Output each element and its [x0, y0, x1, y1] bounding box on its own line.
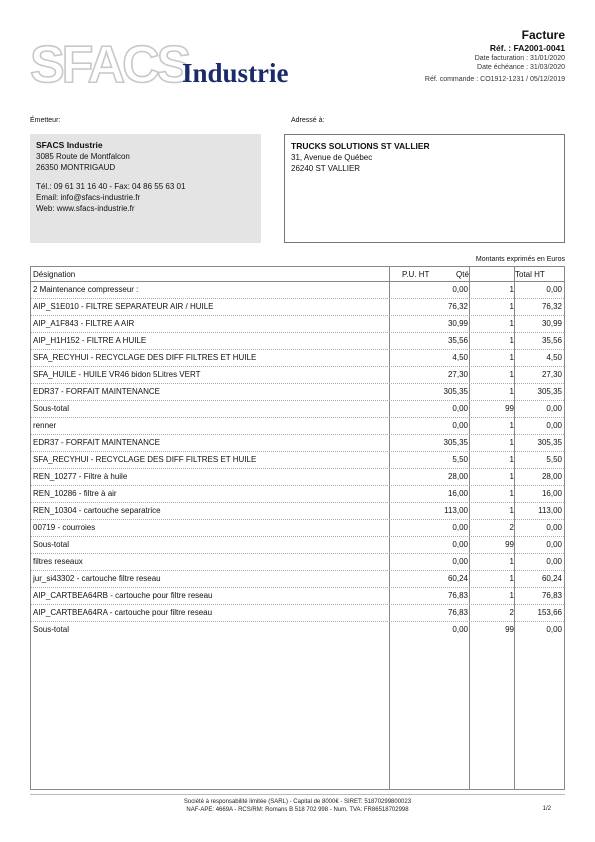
cell-pu: 0,00 [452, 404, 468, 413]
cell-qte: 1 [509, 489, 514, 498]
cell-qte: 2 [509, 608, 514, 617]
cell-total: 0,00 [546, 285, 562, 294]
cell-pu: 0,00 [452, 523, 468, 532]
cell-designation: REN_10286 - filtre à air [33, 489, 117, 498]
invoice-table [30, 266, 565, 790]
table-row [31, 299, 564, 316]
cell-designation: REN_10304 - cartouche separatrice [33, 506, 161, 515]
table-row [31, 418, 564, 435]
cell-pu: 28,00 [447, 472, 468, 481]
cell-pu: 0,00 [452, 625, 468, 634]
destinataire-address1: 31, Avenue de Québec [291, 153, 373, 162]
cell-qte: 1 [509, 285, 514, 294]
table-row [31, 452, 564, 469]
table-row [31, 384, 564, 401]
table-row [31, 435, 564, 452]
cell-pu: 76,83 [447, 591, 468, 600]
table-row [31, 469, 564, 486]
table-row [31, 486, 564, 503]
cell-total: 5,50 [546, 455, 562, 464]
cell-pu: 0,00 [452, 540, 468, 549]
emetteur-address2: 26350 MONTRIGAUD [36, 163, 116, 172]
cell-pu: 5,50 [452, 455, 468, 464]
logo-mark: SFACS [30, 36, 189, 90]
cell-total: 27,30 [541, 370, 562, 379]
header-qte: Qté [456, 270, 469, 279]
cell-qte: 1 [509, 319, 514, 328]
cell-pu: 4,50 [452, 353, 468, 362]
cell-designation: EDR37 - FORFAIT MAINTENANCE [33, 438, 160, 447]
cell-designation: AIP_S1E010 - FILTRE SEPARATEUR AIR / HUILE [33, 302, 214, 311]
cell-total: 60,24 [541, 574, 562, 583]
cell-qte: 2 [509, 523, 514, 532]
cell-pu: 0,00 [452, 557, 468, 566]
cell-qte: 99 [505, 404, 514, 413]
cell-designation: Sous-total [33, 404, 70, 413]
table-row [31, 588, 564, 605]
cell-total: 4,50 [546, 353, 562, 362]
cell-total: 0,00 [546, 540, 562, 549]
cell-pu: 27,30 [447, 370, 468, 379]
cell-pu: 76,32 [447, 302, 468, 311]
invoice-header [305, 28, 565, 84]
cell-designation: REN_10277 - Filtre à huile [33, 472, 128, 481]
destinataire-label: Adressé à: [291, 117, 325, 124]
cell-designation: renner [33, 421, 57, 430]
cell-qte: 1 [509, 574, 514, 583]
cell-qte: 1 [509, 370, 514, 379]
table-row [31, 605, 564, 622]
cell-total: 153,66 [537, 608, 562, 617]
destinataire-address2: 26240 ST VALLIER [291, 164, 361, 173]
cell-designation: 2 Maintenance compresseur : [33, 285, 139, 294]
emetteur-address1: 3085 Route de Montfalcon [36, 152, 130, 161]
emetteur-phone: Tél.: 09 61 31 16 40 - Fax: 04 86 55 63 01 [36, 182, 186, 191]
cell-pu: 60,24 [447, 574, 468, 583]
footer [0, 798, 595, 814]
cell-qte: 1 [509, 336, 514, 345]
cell-total: 35,56 [541, 336, 562, 345]
cell-qte: 1 [509, 472, 514, 481]
cell-designation: SFA_HUILE - HUILE VR46 bidon 5Litres VERT [33, 370, 201, 379]
cell-qte: 1 [509, 557, 514, 566]
header-total: Total HT [515, 270, 545, 279]
table-body [31, 282, 564, 639]
header-pu: P.U. HT [402, 270, 430, 279]
cell-designation: EDR37 - FORFAIT MAINTENANCE [33, 387, 160, 396]
table-row [31, 282, 564, 299]
table-row [31, 503, 564, 520]
header-designation: Désignation [33, 270, 76, 279]
table-row [31, 333, 564, 350]
footer-legal-line1: Société à responsabilité limitée (SARL) - Capital de 8000€ - SIRET: 51870299800023 [183, 799, 412, 805]
cell-designation: filtres reseaux [33, 557, 83, 566]
cell-total: 76,83 [541, 591, 562, 600]
logo-word: Industrie [182, 58, 289, 88]
cell-pu: 0,00 [452, 285, 468, 294]
cell-qte: 1 [509, 438, 514, 447]
invoice-ref: Réf. : FA2001-0041 [489, 43, 565, 53]
cell-qte: 1 [509, 421, 514, 430]
cell-qte: 1 [509, 506, 514, 515]
cell-qte: 1 [509, 353, 514, 362]
table-row [31, 401, 564, 418]
cell-total: 16,00 [541, 489, 562, 498]
destinataire-name: TRUCKS SOLUTIONS ST VALLIER [291, 141, 430, 151]
cell-designation: AIP_A1F843 - FILTRE A AIR [33, 319, 135, 328]
cell-total: 0,00 [546, 625, 562, 634]
cell-pu: 76,83 [447, 608, 468, 617]
invoice-title: Facture [521, 28, 565, 42]
table-row [31, 571, 564, 588]
emetteur-web: Web: www.sfacs-industrie.fr [36, 204, 135, 213]
cell-total: 113,00 [538, 506, 562, 515]
cell-designation: SFA_RECYHUI - RECYCLAGE DES DIFF FILTRES ET HUILE [33, 455, 257, 464]
cell-designation: Sous-total [33, 625, 70, 634]
cell-total: 0,00 [546, 557, 562, 566]
cell-total: 0,00 [546, 404, 562, 413]
cell-qte: 1 [509, 591, 514, 600]
destinataire-box [284, 134, 565, 243]
cell-pu: 305,35 [443, 387, 468, 396]
cell-total: 305,35 [537, 438, 562, 447]
cell-pu: 305,35 [443, 438, 468, 447]
cell-qte: 1 [509, 387, 514, 396]
cell-pu: 16,00 [447, 489, 468, 498]
cell-qte: 1 [509, 302, 514, 311]
cell-pu: 35,56 [447, 336, 468, 345]
table-row [31, 350, 564, 367]
cell-designation: AIP_H1H152 - FILTRE A HUILE [33, 336, 147, 345]
cell-pu: 113,00 [444, 506, 468, 515]
page-number: 1/2 [542, 806, 551, 812]
cell-total: 0,00 [546, 421, 562, 430]
footer-legal-line2: NAF-APE: 4669A - RCS/RM: Romans B 518 702 998 - Num. TVA: FR86518702998 [186, 807, 409, 813]
ref-commande: Réf. commande : CO1912-1231 / 05/12/2019 [424, 76, 565, 83]
cell-designation: 00719 - courroies [33, 523, 96, 532]
table-header [31, 267, 564, 282]
date-facturation: Date facturation : 31/01/2020 [474, 55, 565, 62]
emetteur-email: Email: info@sfacs-industrie.fr [36, 193, 141, 202]
cell-qte: 99 [505, 625, 514, 634]
table-row [31, 316, 564, 333]
company-logo [30, 34, 320, 90]
cell-pu: 0,00 [452, 421, 468, 430]
table-row [31, 520, 564, 537]
table-row [31, 367, 564, 384]
cell-designation: AIP_CARTBEA64RA - cartouche pour filtre reseau [33, 608, 213, 617]
footer-divider [30, 794, 565, 795]
cell-designation: AIP_CARTBEA64RB - cartouche pour filtre reseau [33, 591, 213, 600]
cell-total: 76,32 [541, 302, 562, 311]
cell-designation: jur_si43302 - cartouche filtre reseau [33, 574, 161, 583]
cell-pu: 30,99 [447, 319, 468, 328]
emetteur-label: Émetteur: [30, 117, 61, 124]
date-echeance: Date échéance : 31/03/2020 [477, 64, 565, 71]
table-row [31, 622, 564, 639]
table-row [31, 537, 564, 554]
cell-total: 0,00 [546, 523, 562, 532]
currency-note: Montants exprimés en Euros [475, 256, 565, 263]
cell-total: 30,99 [541, 319, 562, 328]
cell-qte: 99 [505, 540, 514, 549]
emetteur-name: SFACS Industrie [36, 140, 103, 150]
cell-designation: SFA_RECYHUI - RECYCLAGE DES DIFF FILTRES ET HUILE [33, 353, 257, 362]
cell-qte: 1 [509, 455, 514, 464]
emetteur-box [30, 134, 261, 243]
table-row [31, 554, 564, 571]
cell-total: 305,35 [537, 387, 562, 396]
cell-designation: Sous-total [33, 540, 70, 549]
cell-total: 28,00 [541, 472, 562, 481]
